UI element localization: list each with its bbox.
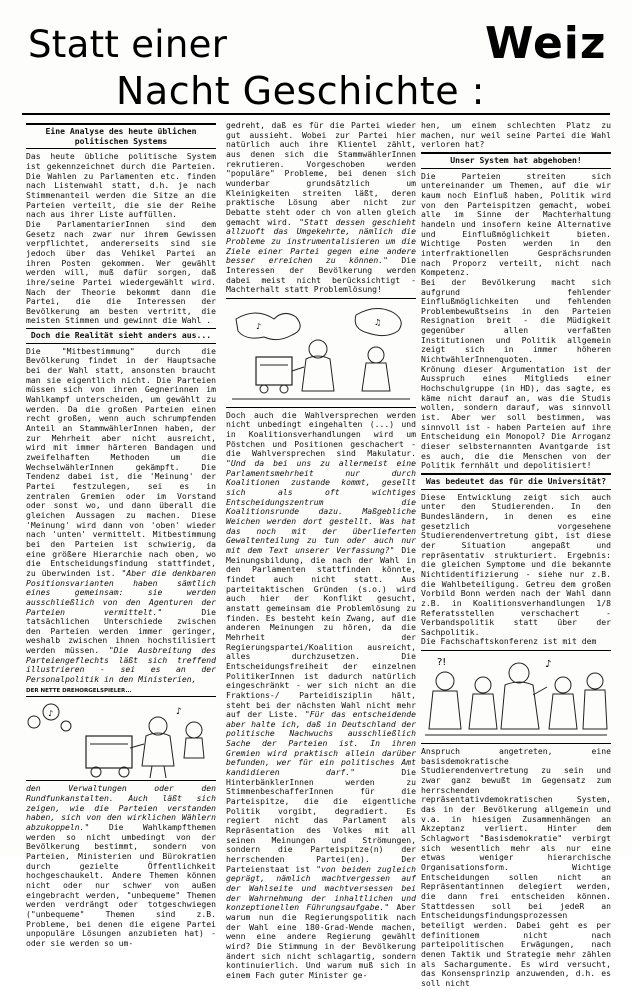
paragraph: Die "Mitbestimmung" durch die Bevölkerung findet in der Hauptsache bei der Wahl statt, ansonsten braucht man sie eigentlich nicht. Die Parteien müssen sich von ihren Gegnerinnen im Wahlkampf unterscheiden, um gewählt zu werden. Da die großen Parteien einen recht großen, wenn auch schrumpfenden Anteil an StammwählerInnen haben, der zur Mehrheit aber nicht ausreicht, wird mit immer härteren Bandagen und zweifelhaften Methoden um die WechselwählerInnen gekämpft. Die Tendenz dabei ist, die 'Meinung' der Partei festzulegen, sei es in zentralen Gremien oder im Vorstand oder sonst wo, und dann überall die gleichen Aussagen zu machen. Diese 'Meinung' wird dann von 'oben' wieder nach 'unten' vermittelt. Mitbestimmung bei den Parteien ist schwierig, da eine größere Hierarchie nach oben, wo die Entscheidungsfindung stattfindet, zu überwinden ist. "Aber die denkbaren Positionsvarianten haben sämtlich eines gemeinsam: sie werden ausschließlich von den Agenturen der Parteien vermittelt." Die tatsächlichen Unterschiede zwischen den Parteien werden immer geringer, weshalb zwischen ihnen hochstilisiert werden müssen. "Die Ausbreitung des Parteiengeflechts läßt sich treffend illustrieren - sei es an der Personalpolitik in den Ministerien, bbox=[26, 345, 216, 685]
paragraph: Die ParlamentarierInnen sind dem Gesetz nach zwar nur ihrem Gewissen verpflichtet, andererseits sind sie jedoch über das Vehikel Partei an ihren Posten gekommen. Wer gewählt werden will, muß dafür sorgen, daß ihre/seine Partei wiedergewählt wird. Nach der Theorie bekommt dann die Partei, die die Interessen der Bevölkerung am besten vertritt, die meisten Stimmen und gewinnt die Wahl . bbox=[26, 218, 216, 326]
paragraph: Krönung dieser Argumentation ist der Ausspruch eines Mitglieds einer Hochschulgruppe (in HD), das sagte, es käme nicht darauf an, was die Studis wollen, sondern darauf, was sinnvoll ist. Aber wer soll bestimmen, was sinnvoll ist - haben Parteien auf ihre Entscheidung ein Monopol? Die Arroganz dieser selbsternannten Avantgarde ist es auch, die die Menschen von der Politik fernhält und depolitisiert! bbox=[421, 363, 611, 471]
section-heading: Unser System hat abgehoben! bbox=[421, 152, 611, 169]
headline-weiz: Weiz bbox=[485, 18, 607, 69]
column-1 bbox=[26, 121, 216, 949]
header-rule bbox=[22, 113, 610, 115]
illustration-caption: DER NETTE DREHORGELSPIELER... bbox=[26, 687, 216, 698]
quote: "Aber die denkbaren Positionsvarianten haben sämtlich eines gemeinsam: sie werden ausschließlich von den Agenturen der Parteien vermittelt." bbox=[26, 567, 216, 617]
svg-text:♪: ♪ bbox=[176, 707, 182, 718]
quote: "Für das entscheidende aber halte ich, daß in Deutschland der politische Nachwuchs ausschließlich Sache der Parteien ist. In ihren Gremien wird praktisch allein darüber befunden, wer für ein politisches Amt kandidieren darf." bbox=[226, 709, 416, 778]
headline-line2: Nacht Geschichte : bbox=[116, 69, 485, 113]
svg-text:♪: ♪ bbox=[545, 659, 552, 671]
svg-text:♫: ♫ bbox=[374, 317, 382, 327]
column-2 bbox=[226, 121, 416, 981]
paragraph: Das heute übliche politische System ist gekennzeichnet durch die Parteien. Die Wahlen zu Parlamenten etc. finden nach Listenwahl statt, d.h. je nach Stimmenanteil werden die Sitze an die Parteien verteilt, die sie der Reihe nach aus ihrer Liste auffüllen. bbox=[26, 151, 216, 220]
paragraph: den Verwaltungen oder den Rundfunkanstalten. Auch läßt sich zeigen, wie die Parteien verstanden haben, sich von den wirklichen Wählern abzukoppeln." Die Wahlkampfthemen werden so nicht umbedingt von der Bevölkerung bestimmt, sondern von Parteien, Ministerien und Bürokratien durch gezielte Öffentlichkeit hochgeschaukelt. Andere Themen können nicht oder nur schwer von außen eingebracht werden, "unbequeme" Themen werden verdrängt oder totgeschwiegen ("unbequeme" Themen sind z.B. Probleme, bei denen die eigene Partei unpopuläre Lösungen anzubieten hat) - oder sie werden so um- bbox=[26, 783, 216, 948]
quote: "Die Ausbreitung des Parteiengeflechts läßt sich treffend illustrieren - sei es an der Personalpolitik in den Ministerien, bbox=[26, 645, 216, 685]
headline-line1: Statt einer bbox=[28, 23, 228, 66]
column-3 bbox=[421, 121, 611, 989]
street-scene-illustration bbox=[226, 298, 416, 408]
paragraph: Diese Entwicklung zeigt sich auch unter den Studierenden. In den Bundesländern, in denen es eine gesetzlich vorgesehene Studierendenvertretung gibt, ist diese der Situation angepaßt und repräsentativ strukturiert. Ergebnis: die gleichen Symptome und die bekannte Nichtidentifizierung - siehe nur z.B. die Wahlbeteiligung. Getreu dem großen Vorbild Bonn werden nach der Wahl dann z.B. in Koalitionsverhandlungen 1/8 Referatsstellen verschachert - Verbandspolitik statt über der Sachpolitik. bbox=[421, 491, 611, 637]
quote: "Statt dessen geschieht allzuoft das Umgekehrte, nämlich die Probleme zu instrumentalisieren um die Ziele einer Partei gegen eine andere besser erreichen zu können." bbox=[226, 216, 416, 266]
paragraph: hen, um einem schlechten Platz zu machen, nur weil seine Partei die Wahl verloren hat? bbox=[421, 120, 611, 150]
quote: "von beiden zugleich geprägt, nämlich machtvergessen auf der Wahlseite und machtversessen bei der Wahrnehmung der inhaltlichen und konzeptionellen Führungsaufgabe." bbox=[226, 863, 416, 913]
organ-grinder-illustration bbox=[26, 700, 216, 781]
svg-text:♪: ♪ bbox=[48, 709, 54, 719]
paragraph: Bei der Bevölkerung macht sich aufgrund fehlender Einflußmöglichkeiten und fehlenden Problembewußtseins in den Parteien Resignation breit - die Müdigkeit gegenüber allen verfaßten Institutionen und Politik allgemein zeigt sich in immer höheren NichtwählerInnenquoten. bbox=[421, 276, 611, 365]
quote: "Und da bei uns zu allermeist eine Parlamentsmehrheit nur durch Koalitionen zustande kommt, gesellt sich als oft wichtiges Entscheidungszentrum die Koalitionsrunde dazu. Maßgebliche Weichen werden dort gestellt. Was hat das noch mit der überlieferten Gewaltenteilung zu tun oder auch nur mit dem Text unserer Verfassung?" bbox=[226, 458, 416, 555]
paragraph: Die Fachschaftskonferenz ist mit dem bbox=[421, 636, 597, 647]
section-heading: Eine Analyse des heute üblichen politischen Systems bbox=[26, 123, 216, 149]
svg-text:?!: ?! bbox=[437, 657, 447, 669]
paragraph: Doch auch die Wahlversprechen werden nicht unbedingt eingehalten (...) und in Koalitionsverhandlungen wird um Pöstchen und Positionen geschachert - die Wahlversprechen sind Makulatur. "Und da bei uns zu allermeist eine Parlamentsmehrheit nur durch Koalitionen zustande kommt, gesellt sich als oft wichtiges Entscheidungszentrum die Koalitionsrunde dazu. Maßgebliche Weichen werden dort gestellt. Was hat das noch mit der überlieferten Gewaltenteilung zu tun oder auch nur mit dem Text unserer Verfassung?" Die Meinungsbildung, die nach der Wahl in den Parlamenten stattfinden könnte, findet auch nicht statt. Aus parteitaktischen Gründen (s.o.) wird auch hier der Konflikt gesucht, anstatt gemeinsam die Problemlösung zu finden. Es besteht kein Zwang, auf die anderen Meinungen zu hören, da die Mehrheit der Regierungspartei/Koalition ausreicht, alles durchzusetzen. Die Entscheidungsfreiheit der einzelnen PolitikerInnen ist dadurch natürlich eingeschränkt - wer sich nicht an die Fraktions-/ Parteidisziplin hält, steht bei der nächsten Wahl nicht mehr auf der Liste. "Für das entscheidende aber halte ich, daß in Deutschland der politische Nachwuchs ausschließlich Sache der Parteien ist. In ihren Gremien wird praktisch allein darüber befunden, wer für ein politisches Amt kandidieren darf." Die HinterbänklerInnen werden zu StimmenbeschafferInnen für die Parteispitze, die die eigentliche Politik vorgibt, degradiert. Es regiert nicht das Parlament als Repräsentation des Volkes mit all seinen Meinungen und Strömungen, sondern die Parteispitze(n) der herrschenden Partei(en). Der Parteienstaat ist "von beiden zugleich geprägt, nämlich machtvergessen auf der Wahlseite und machtversessen bei der Wahrnehmung der inhaltlichen und konzeptionellen Führungsaufgabe." Aber warum nun die Regierungspolitik nach der Wahl eine 180-Grad-Wende machen, wenn eine andere Regierung gewählt wird? Die Stimmung in der Bevölkerung ändert sich nicht schlagartig, sondern kontinuierlich. Und warum muß sich in einem Fach guter Minister ge- bbox=[226, 409, 416, 980]
paragraph: Anspruch angetreten, eine basisdemokratische Studierendenvertretung zu sein und zwar ganz bewußt im Gegensatz zum herrschenden repräsentativdemokratischen System, das in der Bevölkerung allgemein und v.a. in hiesigen Zusammenhängen an Akzeptanz verliert. Hinter dem Schlagwort "Basisdemokratie" verbirgt sich wesentlich mehr als nur eine etwas weniger hierarchische Organisationsform. Wichtige Entscheidungen sollen nicht an Repräsentantinnen delegiert werden, die dann frei entscheiden können. Stattdessen soll bei jedeR an Entscheidungsfindungsprozessen beteiligt werden. Dabei geht es per definitionem nicht nach parteipolitischen Erwägungen, nach denen Taktik und Strategie mehr zählen als Sachargumente. Es wird versucht, das Konsensprinzip anzuwenden, d.h. es soll nicht bbox=[421, 746, 611, 988]
paragraph: gedreht, daß es für die Partei wieder gut aussieht. Wobei zur Partei hier natürlich auch ihre Klientel zählt, aus denen sich die StammwählerInnen rekrutieren. Vorgeschoben werden "populäre" Probleme, bei denen sich wunderbar grundsätzlich um Kleinigkeiten streiten läßt, deren praktische Lösung aber nicht zur Debatte steht oder ch von allen gleich gemacht wird. "Statt dessen geschieht allzuoft das Umgekehrte, nämlich die Probleme zu instrumentalisieren um die Ziele einer Partei gegen eine andere besser erreichen zu können." Die Interessen der Bevölkerung werden dabei meist nicht berücksichtigt - Machterhalt statt Problemlösung! bbox=[226, 120, 416, 295]
crowd-illustration bbox=[421, 650, 611, 744]
section-heading: Doch die Realität sieht anders aus... bbox=[26, 328, 216, 344]
svg-text:♪: ♪ bbox=[256, 321, 262, 331]
section-heading: Was bedeutet das für die Universität? bbox=[421, 473, 611, 490]
paragraph: Die Parteien streiten sich untereinander um Themen, auf die wir kaum noch Einfluß haben, Politik wird von den Parteispitzen gemacht, wobei alle im Sinne der Machterhaltung handeln und insofern keine Alternative und Einflußmöglichkeit bieten. Wichtige Posten werden in den interfraktionellen Gesprächsrunden nach Proporz verteilt, nicht nach Kompetenz. bbox=[421, 170, 611, 278]
quote: den Verwaltungen oder den Rundfunkanstalten. Auch läßt sich zeigen, wie die Parteien verstanden haben, sich von den wirklichen Wählern abzukoppeln." bbox=[26, 783, 216, 833]
